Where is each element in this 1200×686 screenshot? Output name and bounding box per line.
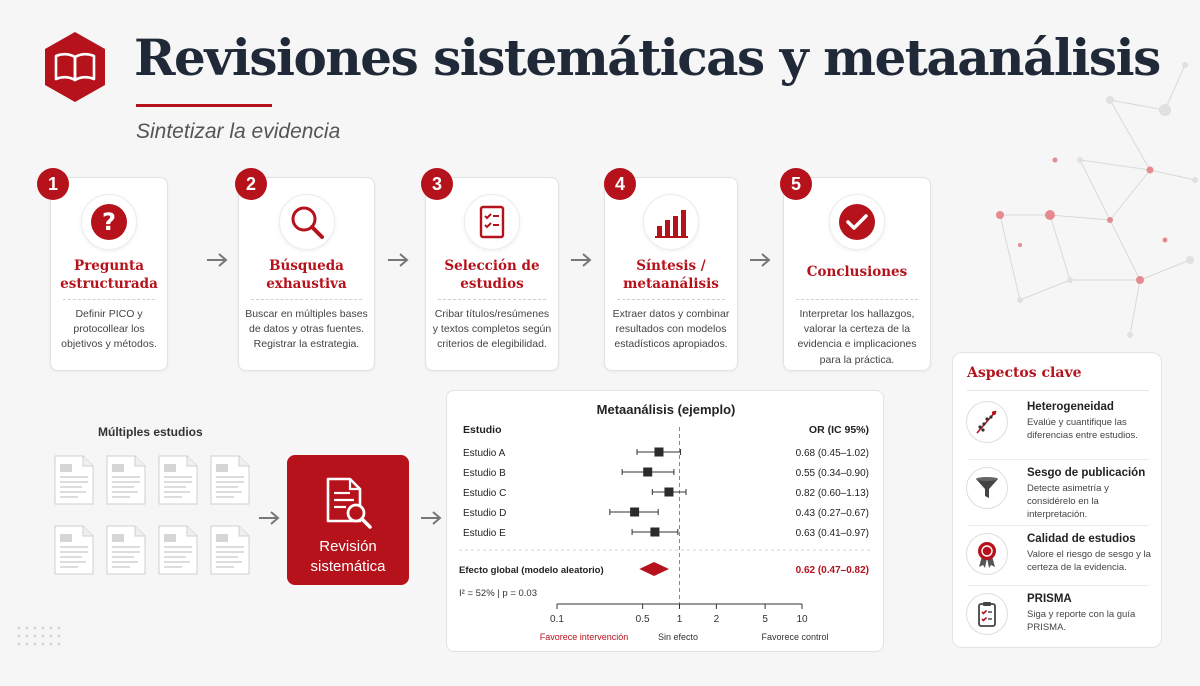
heterogeneity-stat: I² = 52% | p = 0.03 bbox=[459, 588, 537, 599]
study-point bbox=[650, 528, 659, 537]
aspect-prisma-title: PRISMA bbox=[1027, 593, 1072, 605]
overall-diamond bbox=[639, 562, 669, 576]
step-4-card bbox=[604, 177, 738, 371]
step-2-divider bbox=[251, 299, 362, 300]
aspect-separator bbox=[967, 459, 1149, 460]
document-icon bbox=[210, 455, 250, 505]
study-point bbox=[664, 488, 673, 497]
axis-label-no-effect: Sin efecto bbox=[657, 632, 699, 642]
check-circle-icon bbox=[829, 194, 885, 250]
page-title: Revisiones sistemáticas y metaanálisis bbox=[134, 28, 1160, 87]
step-3-title: Selección de estudios bbox=[444, 258, 540, 292]
study-effect-label: 0.55 (0.34–0.90) bbox=[795, 468, 869, 479]
aspect-publication-bias-title: Sesgo de publicación bbox=[1027, 467, 1146, 479]
x-tick-label: 0.5 bbox=[635, 614, 650, 625]
clipboard-icon bbox=[966, 593, 1008, 635]
step-5-title: Conclusiones bbox=[806, 264, 908, 280]
aspect-study-quality-title: Calidad de estudios bbox=[1027, 533, 1136, 545]
study-effect-label: 0.43 (0.27–0.67) bbox=[795, 508, 869, 519]
step-2-card bbox=[238, 177, 375, 371]
arrow-right-icon bbox=[749, 252, 771, 268]
document-icon bbox=[158, 525, 198, 575]
checklist-icon bbox=[464, 194, 520, 250]
step-1-badge: 1 bbox=[37, 168, 69, 200]
forest-plot-card bbox=[446, 390, 884, 652]
step-4-divider bbox=[617, 299, 725, 300]
key-aspects-title: Aspectos clave bbox=[967, 365, 1082, 381]
x-tick-label: 1 bbox=[676, 614, 683, 625]
step-2-desc: Buscar en múltiples bases de datos y otras fuentes. Registrar la estrategia. bbox=[245, 308, 368, 351]
step-1-card bbox=[50, 177, 168, 371]
x-tick-label: 10 bbox=[796, 614, 808, 625]
docs-label: Múltiples estudios bbox=[98, 425, 203, 439]
arrow-right-icon bbox=[206, 252, 228, 268]
x-tick-label: 5 bbox=[762, 614, 768, 625]
aspect-publication-bias-desc: Detecte asimetría y considérelo en la interpretación. bbox=[1027, 483, 1109, 520]
overall-effect-label: 0.62 (0.47–0.82) bbox=[795, 565, 869, 576]
step-3-desc: Cribar títulos/resúmenes y textos completos según criterios de elegibilidad. bbox=[432, 308, 552, 351]
step-5-card bbox=[783, 177, 931, 371]
document-icon bbox=[54, 525, 94, 575]
study-effect-label: 0.82 (0.60–1.13) bbox=[795, 488, 869, 499]
column-header-study: Estudio bbox=[463, 424, 502, 436]
bar-chart-icon bbox=[643, 194, 699, 250]
aspect-separator bbox=[967, 525, 1149, 526]
open-book-icon bbox=[42, 30, 108, 104]
systematic-review-label: Revisión sistemática bbox=[310, 538, 386, 575]
title-underline bbox=[136, 104, 272, 107]
step-2-badge: 2 bbox=[235, 168, 267, 200]
key-aspects-card bbox=[952, 352, 1162, 648]
study-label: Estudio C bbox=[463, 488, 507, 499]
aspect-heterogeneity-desc: Evalúe y cuantifique las diferencias entre estudios. bbox=[1027, 417, 1138, 441]
magnifier-icon bbox=[279, 194, 335, 250]
forest-plot bbox=[447, 391, 885, 653]
document-icon bbox=[106, 455, 146, 505]
aspect-prisma-desc: Siga y reporte con la guía PRISMA. bbox=[1027, 609, 1136, 633]
step-1-desc: Definir PICO y protocollear los objetivos y métodos. bbox=[61, 308, 157, 351]
step-3-card bbox=[425, 177, 559, 371]
document-icon bbox=[106, 525, 146, 575]
network-decoration bbox=[960, 60, 1200, 360]
key-aspects-divider bbox=[967, 390, 1149, 391]
study-point bbox=[654, 448, 663, 457]
systematic-review-box bbox=[287, 455, 409, 585]
document-search-icon bbox=[320, 475, 376, 531]
step-1-divider bbox=[63, 299, 155, 300]
aspect-study-quality-desc: Valore el riesgo de sesgo y la certeza de la evidencia. bbox=[1027, 549, 1151, 573]
arrow-right-icon bbox=[387, 252, 409, 268]
document-icon bbox=[210, 525, 250, 575]
overall-label: Efecto global (modelo aleatorio) bbox=[459, 565, 604, 576]
chart-title: Metaanálisis (ejemplo) bbox=[596, 402, 736, 417]
study-label: Estudio E bbox=[463, 528, 506, 539]
step-3-badge: 3 bbox=[421, 168, 453, 200]
study-effect-label: 0.68 (0.45–1.02) bbox=[795, 448, 869, 459]
column-header-effect: OR (IC 95%) bbox=[808, 424, 869, 436]
step-1-title: Pregunta estructurada bbox=[60, 258, 158, 292]
arrow-right-icon bbox=[570, 252, 592, 268]
step-3-divider bbox=[438, 299, 546, 300]
aspect-separator bbox=[967, 585, 1149, 586]
study-effect-label: 0.63 (0.41–0.97) bbox=[795, 528, 869, 539]
axis-label-favors-intervention: Favorece intervención bbox=[539, 632, 629, 642]
step-2-title: Búsqueda exhaustiva bbox=[266, 258, 347, 292]
step-5-badge: 5 bbox=[780, 168, 812, 200]
step-5-divider bbox=[796, 299, 918, 300]
arrow-right-icon bbox=[420, 510, 442, 526]
x-tick-label: 2 bbox=[713, 614, 720, 625]
question-icon bbox=[81, 194, 137, 250]
document-icon bbox=[54, 455, 94, 505]
funnel-icon bbox=[966, 467, 1008, 509]
study-label: Estudio A bbox=[463, 448, 506, 459]
study-point bbox=[643, 468, 652, 477]
study-label: Estudio B bbox=[463, 468, 506, 479]
step-4-badge: 4 bbox=[604, 168, 636, 200]
dot-grid-decoration bbox=[16, 625, 66, 655]
step-5-desc: Interpretar los hallazgos, valorar la certeza de la evidencia e implicaciones para la práctica. bbox=[797, 308, 917, 366]
x-tick-label: 0.1 bbox=[550, 614, 564, 625]
scatter-trend-icon bbox=[966, 401, 1008, 443]
step-4-desc: Extraer datos y combinar resultados con modelos estadísticos apropiados. bbox=[612, 308, 730, 351]
study-point bbox=[630, 508, 639, 517]
aspect-heterogeneity-title: Heterogeneidad bbox=[1027, 401, 1114, 413]
arrow-right-icon bbox=[258, 510, 280, 526]
page-subtitle: Sintetizar la evidencia bbox=[136, 120, 341, 143]
study-label: Estudio D bbox=[463, 508, 507, 519]
step-4-title: Síntesis / metaanálisis bbox=[623, 258, 719, 292]
svg-text:?: ? bbox=[102, 208, 116, 236]
axis-label-favors-control: Favorece control bbox=[761, 632, 829, 642]
award-ribbon-icon bbox=[966, 533, 1008, 575]
document-icon bbox=[158, 455, 198, 505]
